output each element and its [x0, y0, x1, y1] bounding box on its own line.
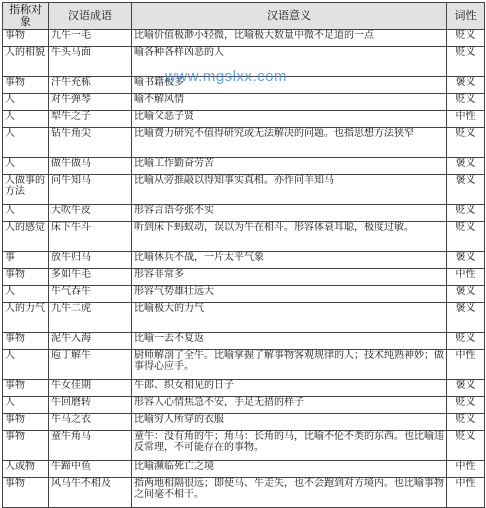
cell-meaning: 比喻一去不复返: [132, 333, 447, 350]
cell-meaning: 喻书籍极多: [132, 77, 447, 94]
cell-referent: 人: [3, 286, 49, 303]
cell-idiom: 风马牛不相及: [49, 478, 132, 508]
cell-meaning: 形容非常多: [132, 269, 447, 286]
cell-idiom: 问牛知马: [49, 175, 132, 205]
cell-idiom: 童牛角马: [49, 431, 132, 461]
table-row: [3, 333, 485, 350]
cell-idiom: 牛气吞牛: [49, 286, 132, 303]
table-row: [3, 397, 485, 414]
cell-referent: 人: [3, 397, 49, 414]
cell-idiom: 九牛二虎: [49, 303, 132, 333]
cell-referent: 人: [3, 94, 49, 111]
cell-meaning: 比喻工作勤奋劳苦: [132, 158, 447, 175]
table-row: [3, 222, 485, 252]
cell-sentiment: 贬义: [447, 414, 485, 431]
cell-referent: 人: [3, 350, 49, 380]
cell-idiom: 泥牛入海: [49, 333, 132, 350]
table-row: [3, 286, 485, 303]
cell-meaning: 喻各种各样凶恶的人: [132, 47, 447, 77]
cell-sentiment: 中性: [447, 269, 485, 286]
cell-idiom: 对牛弹琴: [49, 94, 132, 111]
table-row: [3, 303, 485, 333]
cell-idiom: 牛女佳期: [49, 380, 132, 397]
table-row: [3, 252, 485, 269]
cell-sentiment: 贬义: [447, 30, 485, 47]
table-row: [3, 158, 485, 175]
cell-sentiment: 贬义: [447, 205, 485, 222]
cell-sentiment: 贬义: [447, 333, 485, 350]
cell-meaning: 形容气势雄壮远大: [132, 286, 447, 303]
cell-sentiment: 贬义: [447, 397, 485, 414]
cell-referent: 事物: [3, 333, 49, 350]
cell-idiom: 大吹牛皮: [49, 205, 132, 222]
cell-meaning: 比喻价值极渺小轻微，比喻极大数量中微不足道的一点: [132, 30, 447, 47]
table-row: [3, 47, 485, 77]
cell-referent: 事物: [3, 414, 49, 431]
cell-sentiment: 贬义: [447, 128, 485, 158]
cell-sentiment: 褒义: [447, 175, 485, 205]
table-row: [3, 414, 485, 431]
cell-idiom: 放牛归马: [49, 252, 132, 269]
cell-referent: 事物: [3, 77, 49, 94]
table-row: [3, 269, 485, 286]
cell-idiom: 牛回磨转: [49, 397, 132, 414]
column-header-referent: 指称对象: [3, 3, 49, 30]
cell-referent: 事物: [3, 269, 49, 286]
cell-meaning: 形容人心情焦急不安，手足无措的样子: [132, 397, 447, 414]
cell-sentiment: 贬义: [447, 47, 485, 77]
cell-meaning: 比喻休兵不战，一片太平气象: [132, 252, 447, 269]
cell-idiom: 牛头马面: [49, 47, 132, 77]
cell-sentiment: 褒义: [447, 380, 485, 397]
cell-sentiment: 贬义: [447, 222, 485, 252]
cell-idiom: 汗牛充栋: [49, 77, 132, 94]
cell-referent: 人或物: [3, 461, 49, 478]
cell-meaning: 听到床下蚂蚁动，误以为牛在相斗。形容体衰耳聪，极度过敏。: [132, 222, 447, 252]
cell-referent: 人做事的方法: [3, 175, 49, 205]
cell-meaning: 形容言语夸张不实: [132, 205, 447, 222]
cell-referent: 事物: [3, 431, 49, 461]
table-row: [3, 175, 485, 205]
cell-referent: 人的力气: [3, 303, 49, 333]
cell-meaning: 比喻从旁推敲以得知事实真相。亦作问羊知马: [132, 175, 447, 205]
table-row: [3, 111, 485, 128]
cell-meaning: 比喻父恶子贤: [132, 111, 447, 128]
cell-sentiment: 褒义: [447, 286, 485, 303]
cell-meaning: 牛郎、织女相见的日子: [132, 380, 447, 397]
table-row: [3, 478, 485, 508]
table-row: [3, 350, 485, 380]
cell-referent: 人的相貌: [3, 47, 49, 77]
cell-referent: 人: [3, 128, 49, 158]
cell-meaning: 喻不解风情: [132, 94, 447, 111]
cell-idiom: 做牛做马: [49, 158, 132, 175]
cell-sentiment: 褒义: [447, 303, 485, 333]
idiom-table: [2, 2, 485, 508]
cell-sentiment: 褒义: [447, 252, 485, 269]
table-row: [3, 205, 485, 222]
cell-referent: 人: [3, 205, 49, 222]
cell-meaning: 比喻濒临死亡之境: [132, 461, 447, 478]
cell-idiom: 牛蹄中鱼: [49, 461, 132, 478]
cell-sentiment: 褒义: [447, 77, 485, 94]
cell-meaning: 童牛：没有角的牛；角马：长角的马，比喻不伦不类的东西。也比喻违反常理，不可能存在的事物。: [132, 431, 447, 461]
cell-referent: 人: [3, 158, 49, 175]
cell-idiom: 犁牛之子: [49, 111, 132, 128]
cell-idiom: 庖丁解牛: [49, 350, 132, 380]
cell-referent: 事物: [3, 30, 49, 47]
table-row: [3, 30, 485, 47]
cell-idiom: 床下牛斗: [49, 222, 132, 252]
cell-meaning: 厨师解剖了全牛。比喻掌握了解事物客观规律的人；技术纯熟神妙；做事得心应手。: [132, 350, 447, 380]
table-row: [3, 77, 485, 94]
cell-idiom: 九牛一毛: [49, 30, 132, 47]
cell-idiom: 钻牛角尖: [49, 128, 132, 158]
cell-idiom: 多如牛毛: [49, 269, 132, 286]
table-row: [3, 380, 485, 397]
column-header-idiom: 汉语成语: [49, 3, 132, 30]
cell-sentiment: 褒义: [447, 158, 485, 175]
cell-referent: 事: [3, 252, 49, 269]
table-row: [3, 461, 485, 478]
cell-meaning: 指两地相隔很远；即使马、牛走失，也不会跑到对方境内。也比喻事物之间毫不相干。: [132, 478, 447, 508]
watermark-text: www.mgslxx.com: [165, 68, 288, 85]
cell-sentiment: 贬义: [447, 431, 485, 461]
cell-sentiment: 中性: [447, 478, 485, 508]
cell-referent: 人的感觉: [3, 222, 49, 252]
cell-meaning: 比喻穷人所穿的衣服: [132, 414, 447, 431]
cell-sentiment: 中性: [447, 461, 485, 478]
cell-sentiment: 中性: [447, 111, 485, 128]
cell-referent: 事物: [3, 380, 49, 397]
header-row: [3, 3, 485, 30]
cell-sentiment: 中性: [447, 350, 485, 380]
table-row: [3, 128, 485, 158]
cell-meaning: 比喻极大的力气: [132, 303, 447, 333]
cell-sentiment: 贬义: [447, 94, 485, 111]
cell-meaning: 比喻费力研究不值得研究或无法解决的问题。也指思想方法狭窄: [132, 128, 447, 158]
column-header-sentiment: 词性: [447, 3, 485, 30]
column-header-meaning: 汉语意义: [132, 3, 447, 30]
cell-idiom: 牛马之衣: [49, 414, 132, 431]
table-row: [3, 431, 485, 461]
cell-referent: 人: [3, 111, 49, 128]
table-row: [3, 94, 485, 111]
cell-referent: 事物: [3, 478, 49, 508]
